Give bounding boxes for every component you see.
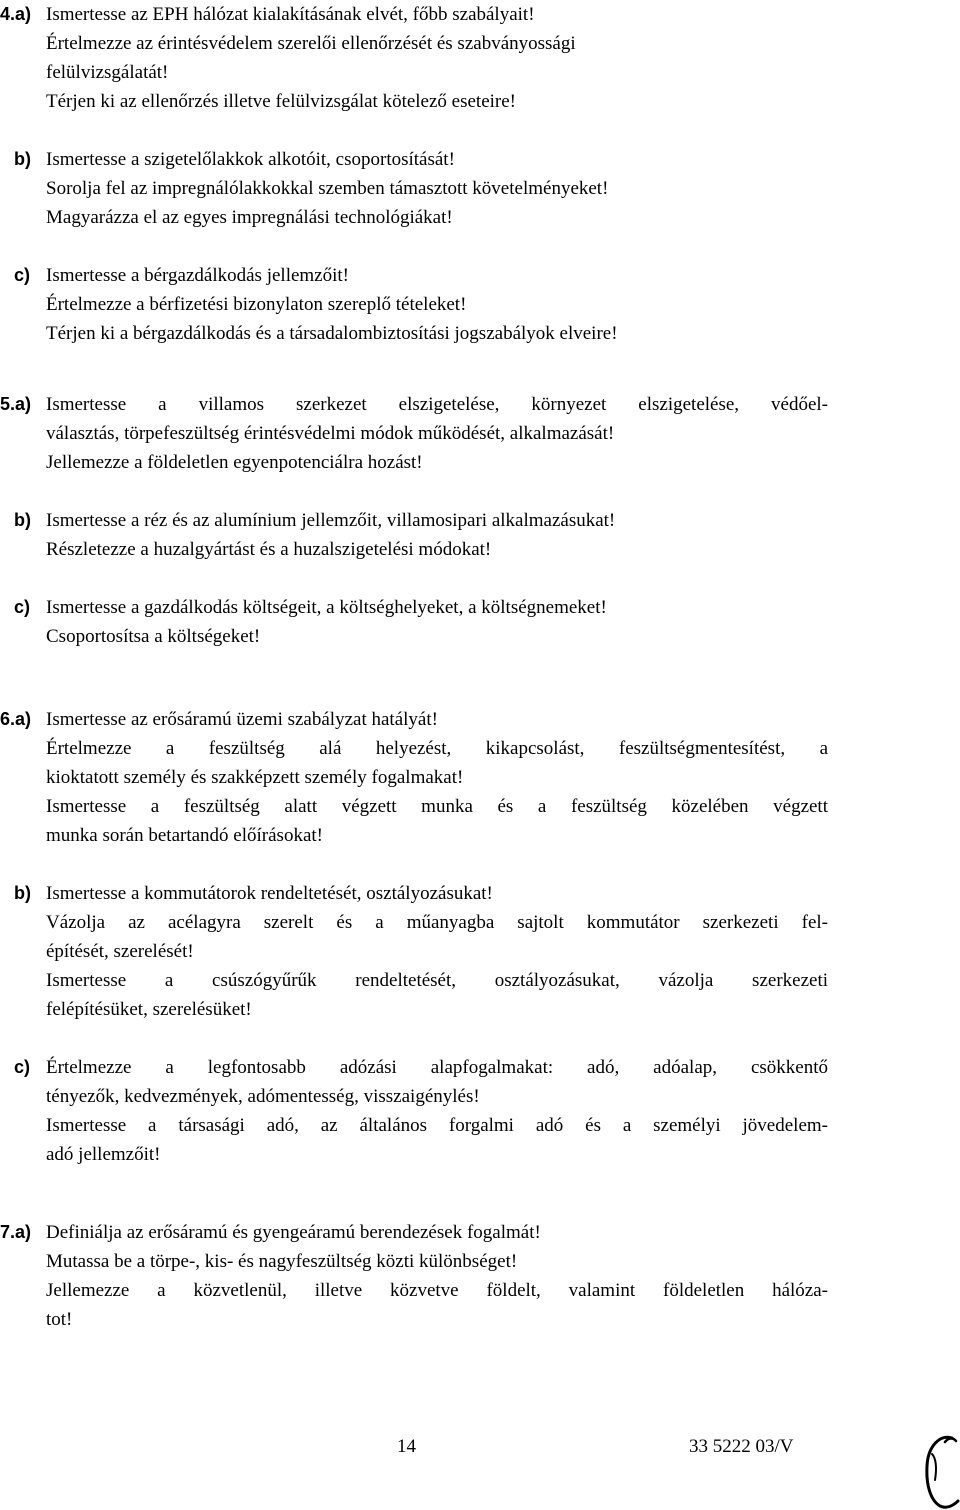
question-6b-line-1: Ismertesse a kommutátorok rendeltetését, osztályozásukat!	[46, 883, 493, 904]
question-7a-label: 7.a)	[0, 1222, 32, 1242]
question-4a	[0, 0, 828, 116]
question-4b-label: b)	[14, 149, 31, 169]
question-6a-line-1: Ismertesse az erősáramú üzemi szabályzat hatályát!	[46, 709, 438, 730]
question-6b	[0, 879, 828, 1024]
question-5b-label: b)	[14, 510, 31, 530]
question-5b-line-2: Részletezze a huzalgyártást és a huzalszigetelési módokat!	[46, 539, 492, 560]
question-4b-line-2: Sorolja fel az impregnálólakkokkal szemben támasztott követelményeket!	[46, 178, 609, 199]
question-4b-line-1: Ismertesse a szigetelőlakkok alkotóit, csoportosítását!	[46, 149, 455, 170]
page-number: 14	[397, 1436, 416, 1457]
question-6a-label: 6.a)	[0, 709, 32, 729]
section-4	[0, 0, 828, 348]
question-6c-line-2: tényezők, kedvezmények, adómentesség, visszaigénylés!	[46, 1086, 480, 1107]
question-4c-label: c)	[14, 265, 31, 285]
question-4c-line-2: Értelmezze a bérfizetési bizonylaton szereplő tételeket!	[46, 294, 467, 315]
question-5c	[0, 593, 828, 651]
question-7a-line-4: tot!	[46, 1309, 73, 1330]
question-5c-line-1: Ismertesse a gazdálkodás költségeit, a költséghelyeket, a költségnemeket!	[46, 597, 607, 618]
question-5c-line-2: Csoportosítsa a költségeket!	[46, 626, 261, 647]
question-5a-line-1: Ismertesse a villamos szerkezet elszigetelése, környezet elszigetelése, védőel-	[46, 394, 828, 415]
question-5a-line-2: választás, törpefeszültség érintésvédelmi módok működését, alkalmazását!	[46, 423, 615, 444]
question-4a-line-3: felülvizsgálatát!	[46, 62, 169, 83]
question-4a-line-1: Ismertesse az EPH hálózat kialakításának elvét, főbb szabályait!	[46, 4, 535, 25]
question-7a-line-1: Definiálja az erősáramú és gyengeáramú berendezések fogalmát!	[46, 1222, 541, 1243]
question-5a-label: 5.a)	[0, 394, 32, 414]
question-5b-line-1: Ismertesse a réz és az alumínium jellemzőit, villamosipari alkalmazásukat!	[46, 510, 616, 531]
page-footer	[0, 1432, 960, 1462]
section-5	[0, 390, 828, 651]
question-6c-line-3: Ismertesse a társasági adó, az általános forgalmi adó és a személyi jövedelem-	[46, 1115, 828, 1136]
section-6	[0, 705, 828, 1169]
question-4a-label: 4.a)	[0, 4, 32, 24]
question-4b-line-3: Magyarázza el az egyes impregnálási technológiákat!	[46, 207, 453, 228]
question-6c-line-4: adó jellemzőit!	[46, 1144, 161, 1165]
question-4c-line-1: Ismertesse a bérgazdálkodás jellemzőit!	[46, 265, 349, 286]
section-7	[0, 1218, 828, 1334]
question-6a-line-2: Értelmezze a feszültség alá helyezést, kikapcsolást, feszültségmentesítést, a	[46, 738, 828, 759]
question-6b-line-3: építését, szerelését!	[46, 941, 194, 962]
question-6a-line-4: Ismertesse a feszültség alatt végzett munka és a feszültség közelében végzett	[46, 796, 828, 817]
question-4b	[0, 145, 828, 232]
question-6c-line-1: Értelmezze a legfontosabb adózási alapfogalmakat: adó, adóalap, csökkentő	[46, 1057, 828, 1078]
question-5c-label: c)	[14, 597, 31, 617]
question-5a-line-3: Jellemezze a földeletlen egyenpotenciálra hozást!	[46, 452, 423, 473]
question-6b-line-5: felépítésüket, szerelésüket!	[46, 999, 252, 1020]
question-6a-line-3: kioktatott személy és szakképzett személy fogalmakat!	[46, 767, 464, 788]
signature-mark	[918, 1432, 960, 1510]
document-code: 33 5222 03/V	[689, 1436, 794, 1457]
question-5a	[0, 390, 828, 477]
question-7a	[0, 1218, 828, 1334]
question-6c	[0, 1053, 828, 1169]
question-6a	[0, 705, 828, 850]
question-4a-line-4: Térjen ki az ellenőrzés illetve felülvizsgálat kötelező eseteire!	[46, 91, 517, 112]
question-4c	[0, 261, 828, 348]
question-6a-line-5: munka során betartandó előírásokat!	[46, 825, 323, 846]
question-4a-line-2: Értelmezze az érintésvédelem szerelői ellenőrzését és szabványossági	[46, 33, 576, 54]
question-4c-line-3: Térjen ki a bérgazdálkodás és a társadalombiztosítási jogszabályok elveire!	[46, 323, 618, 344]
question-5b	[0, 506, 828, 564]
question-7a-line-2: Mutassa be a törpe-, kis- és nagyfeszültség közti különbséget!	[46, 1251, 518, 1272]
question-6c-label: c)	[14, 1057, 31, 1077]
question-6b-line-2: Vázolja az acélagyra szerelt és a műanyagba sajtolt kommutátor szerkezeti fel-	[46, 912, 828, 933]
question-7a-line-3: Jellemezze a közvetlenül, illetve közvetve földelt, valamint földeletlen hálóza-	[46, 1280, 828, 1301]
question-6b-label: b)	[14, 883, 31, 903]
question-6b-line-4: Ismertesse a csúszógyűrűk rendeltetését, osztályozásukat, vázolja szerkezeti	[46, 970, 828, 991]
